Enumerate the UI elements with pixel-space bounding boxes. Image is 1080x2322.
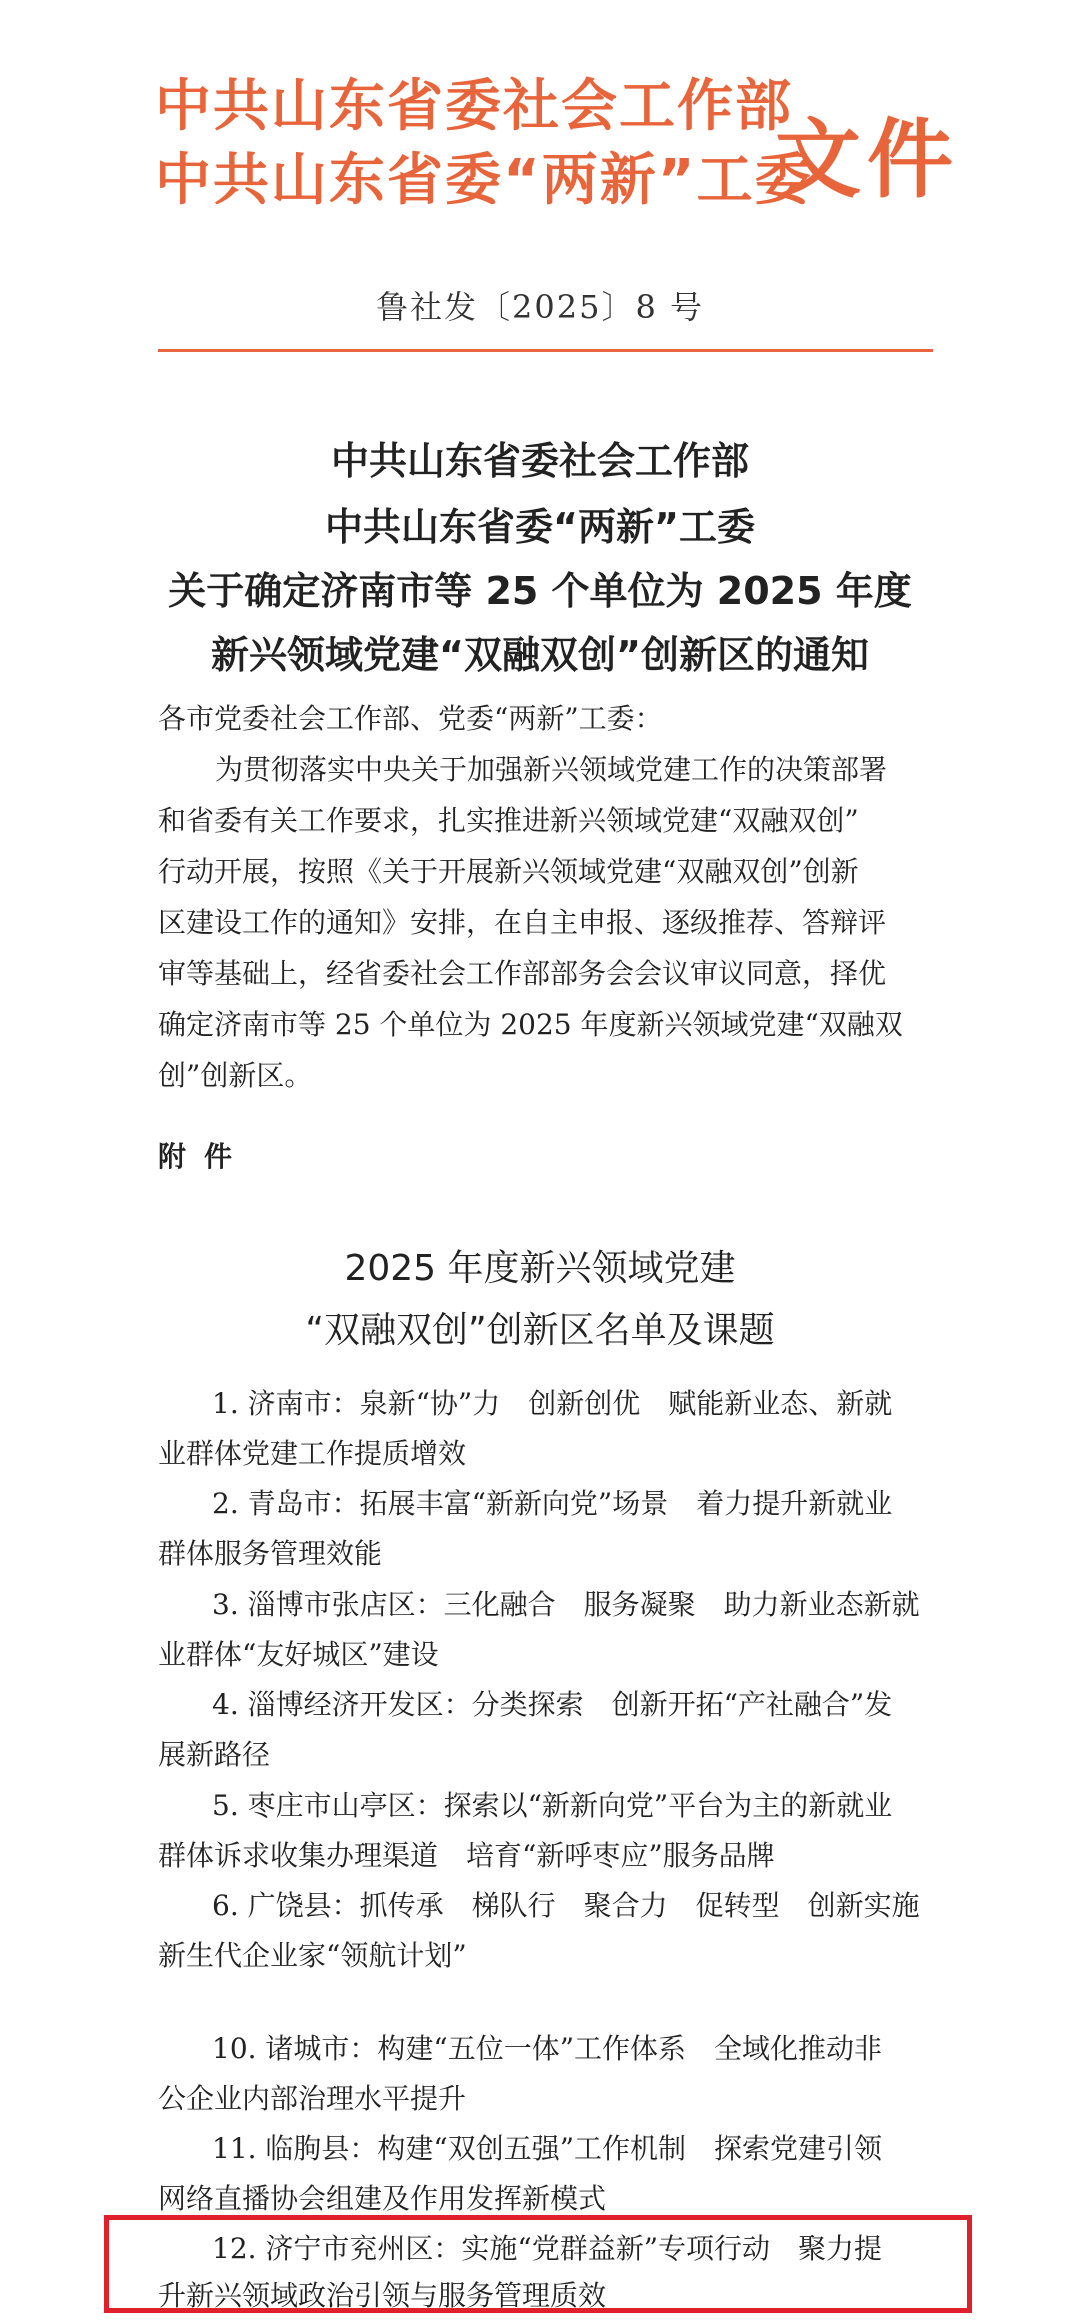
list-item-10-line-1: 10. 诸城市：构建“五位一体”工作体系 全域化推动非 [212, 2032, 883, 2065]
document-number: 鲁社发〔2025〕8 号 [376, 288, 704, 326]
list-item-11-line-1: 11. 临朐县：构建“双创五强”工作机制 探索党建引领 [212, 2132, 883, 2165]
list-item-10-line-2: 公企业内部治理水平提升 [158, 2082, 467, 2115]
addressee: 各市党委社会工作部、党委“两新”工委： [158, 702, 663, 735]
body-line-4: 区建设工作的通知》安排，在自主申报、逐级推荐、答辩评 [158, 906, 887, 939]
list-item-5-line-1: 5. 枣庄市山亭区：探索以“新新向党”平台为主的新就业 [212, 1789, 893, 1822]
list-item-5-line-2: 群体诉求收集办理渠道 培育“新呼枣应”服务品牌 [158, 1839, 775, 1872]
list-item-12-line-1: 12. 济宁市兖州区：实施“党群益新”专项行动 聚力提 [212, 2232, 883, 2265]
notice-title-line-2: 中共山东省委“两新”工委 [325, 505, 755, 549]
list-item-11-line-2: 网络直播协会组建及作用发挥新模式 [158, 2182, 607, 2215]
list-item-12-line-2: 升新兴领域政治引领与服务管理质效 [158, 2279, 607, 2312]
list-item-4-line-2: 展新路径 [158, 1738, 271, 1771]
masthead-line-1: 中共山东省委社会工作部 [155, 74, 793, 139]
list-item-1-line-1: 1. 济南市：泉新“协”力 创新创优 赋能新业态、新就 [212, 1387, 893, 1420]
list-title-line-2: “双融双创”创新区名单及课题 [305, 1310, 775, 1351]
list-item-4-line-1: 4. 淄博经济开发区：分类探索 创新开拓“产社融合”发 [212, 1688, 893, 1721]
notice-title-line-1: 中共山东省委社会工作部 [330, 439, 749, 483]
list-title-line-1: 2025 年度新兴领域党建 [344, 1248, 736, 1289]
attachment-label: 附件 [158, 1140, 251, 1173]
list-item-2-line-1: 2. 青岛市：拓展丰富“新新向党”场景 着力提升新就业 [212, 1487, 893, 1520]
body-line-3: 行动开展，按照《关于开展新兴领域党建“双融双创”创新 [158, 855, 859, 888]
notice-title-line-3: 关于确定济南市等 25 个单位为 2025 年度 [168, 569, 912, 613]
red-divider [158, 349, 933, 352]
list-item-6-line-1: 6. 广饶县：抓传承 梯队行 聚合力 促转型 创新实施 [212, 1889, 920, 1922]
list-item-1-line-2: 业群体党建工作提质增效 [158, 1437, 467, 1470]
masthead-line-2: 中共山东省委“两新”工委 [155, 148, 813, 213]
red-highlight-box [104, 2215, 972, 2313]
list-item-2-line-2: 群体服务管理效能 [158, 1537, 383, 1570]
notice-title-line-4: 新兴领域党建“双融双创”创新区的通知 [211, 633, 869, 677]
body-line-5: 审等基础上，经省委社会工作部部务会会议审议同意，择优 [158, 957, 887, 990]
body-line-7: 创”创新区。 [158, 1059, 313, 1092]
masthead-doc-label: 文件 [775, 110, 959, 210]
body-line-2: 和省委有关工作要求，扎实推进新兴领域党建“双融双创” [158, 804, 859, 837]
body-line-6: 确定济南市等 25 个单位为 2025 年度新兴领域党建“双融双 [158, 1008, 903, 1041]
masthead [155, 62, 959, 213]
list-item-6-line-2: 新生代企业家“领航计划” [158, 1939, 467, 1972]
list-item-3-line-1: 3. 淄博市张店区：三化融合 服务凝聚 助力新业态新就 [212, 1588, 920, 1621]
body-line-1: 为贯彻落实中央关于加强新兴领域党建工作的决策部署 [215, 753, 888, 786]
list-item-3-line-2: 业群体“友好城区”建设 [158, 1638, 439, 1671]
